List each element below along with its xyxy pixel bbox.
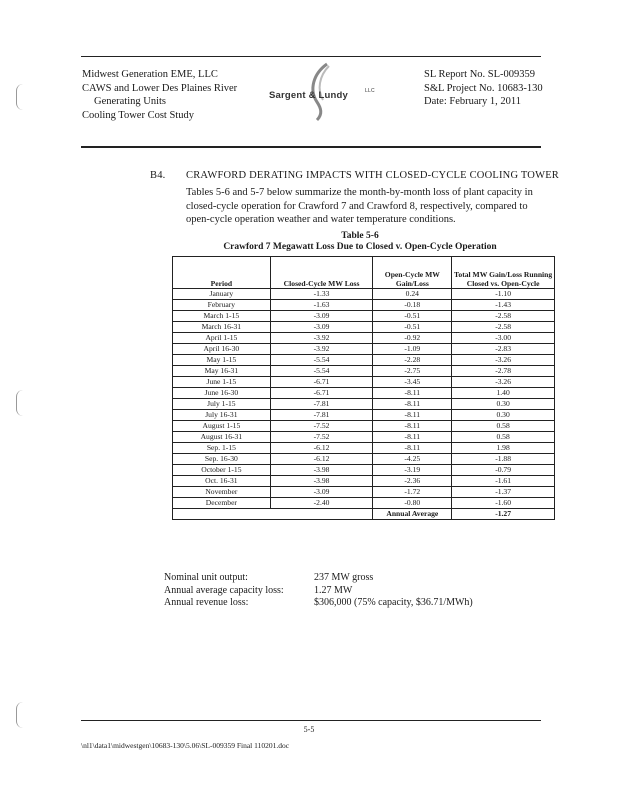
table-row: [173, 399, 555, 410]
cell-total: -2.78: [452, 366, 555, 377]
cell-total: -2.58: [452, 311, 555, 322]
summary-block: [164, 572, 473, 610]
col-header-closed-loss: Closed-Cycle MW Loss: [270, 257, 373, 289]
cell-total: -0.79: [452, 465, 555, 476]
cell-period: October 1-15: [173, 465, 271, 476]
cell-open-gain: -8.11: [373, 421, 452, 432]
cell-total: 0.30: [452, 410, 555, 421]
cell-period: May 1-15: [173, 355, 271, 366]
binder-hole-middle: [16, 390, 23, 416]
cell-closed-loss: -3.09: [270, 322, 373, 333]
cell-open-gain: -0.80: [373, 498, 452, 509]
summary-row: [164, 597, 473, 610]
cell-total: 1.40: [452, 388, 555, 399]
cell-period: March 16-31: [173, 322, 271, 333]
report-date: Date: February 1, 2011: [424, 96, 522, 107]
logo-suffix: LLC: [365, 88, 375, 94]
cell-total: -3.00: [452, 333, 555, 344]
table-body: [173, 289, 555, 509]
cell-open-gain: -2.36: [373, 476, 452, 487]
header-project: CAWS and Lower Des Plaines River: [82, 82, 238, 94]
header-bottom-rule: [81, 146, 541, 148]
cell-open-gain: -0.51: [373, 322, 452, 333]
table-row: [173, 498, 555, 509]
cell-period: November: [173, 487, 271, 498]
summary-row: [164, 572, 473, 585]
cell-closed-loss: -7.52: [270, 421, 373, 432]
table-row: [173, 355, 555, 366]
table-row: [173, 300, 555, 311]
section-number: B4.: [150, 170, 166, 181]
cell-period: April 1-15: [173, 333, 271, 344]
cell-open-gain: -0.18: [373, 300, 452, 311]
cell-period: Sep. 1-15: [173, 443, 271, 454]
cell-total: -2.58: [452, 322, 555, 333]
cell-total: -1.88: [452, 454, 555, 465]
cell-open-gain: -2.28: [373, 355, 452, 366]
table-header-row: [173, 257, 555, 289]
annual-blank-cell: [173, 509, 271, 520]
cell-closed-loss: -2.40: [270, 498, 373, 509]
cell-closed-loss: -3.09: [270, 487, 373, 498]
page-number: 5-5: [303, 725, 315, 734]
cell-closed-loss: -7.81: [270, 399, 373, 410]
footer-rule: [81, 720, 541, 721]
cell-open-gain: -1.72: [373, 487, 452, 498]
cell-period: Sep. 16-30: [173, 454, 271, 465]
logo-text: Sargent & Lundy: [269, 90, 349, 101]
cell-closed-loss: -6.12: [270, 454, 373, 465]
table-row: [173, 311, 555, 322]
col-header-period: Period: [173, 257, 271, 289]
cell-closed-loss: -5.54: [270, 355, 373, 366]
table-row: [173, 476, 555, 487]
summary-value: $306,000 (75% capacity, $36.71/MWh): [314, 597, 473, 608]
table-number: Table 5-6: [341, 231, 379, 241]
col-header-total: Total MW Gain/Loss Running Closed vs. Open-Cycle: [452, 257, 555, 289]
cell-total: 0.30: [452, 399, 555, 410]
cell-period: Oct. 16-31: [173, 476, 271, 487]
cell-closed-loss: -6.71: [270, 388, 373, 399]
cell-open-gain: -3.19: [373, 465, 452, 476]
table-row: [173, 421, 555, 432]
summary-row: [164, 585, 473, 598]
summary-label: Annual revenue loss:: [164, 597, 249, 608]
cell-closed-loss: -7.52: [270, 432, 373, 443]
table-row: [173, 289, 555, 300]
cell-closed-loss: -3.98: [270, 476, 373, 487]
table-row: [173, 322, 555, 333]
cell-closed-loss: -3.92: [270, 333, 373, 344]
table-row: [173, 432, 555, 443]
cell-open-gain: -0.92: [373, 333, 452, 344]
cell-period: April 16-30: [173, 344, 271, 355]
summary-label: Annual average capacity loss:: [164, 584, 284, 596]
col-header-open-gain: Open-Cycle MW Gain/Loss: [373, 257, 452, 289]
annual-average-value: -1.27: [452, 509, 555, 520]
cell-total: 0.58: [452, 432, 555, 443]
annual-average-row: [173, 509, 555, 520]
cell-open-gain: -3.45: [373, 377, 452, 388]
cell-total: -1.37: [452, 487, 555, 498]
header-study: Cooling Tower Cost Study: [82, 109, 194, 121]
cell-open-gain: -4.25: [373, 454, 452, 465]
cell-closed-loss: -3.98: [270, 465, 373, 476]
header-company: Midwest Generation EME, LLC: [82, 69, 218, 80]
table-row: [173, 443, 555, 454]
cell-period: December: [173, 498, 271, 509]
cell-period: August 16-31: [173, 432, 271, 443]
header-right-block: [424, 68, 543, 109]
table-row: [173, 487, 555, 498]
cell-total: -1.43: [452, 300, 555, 311]
cell-open-gain: -8.11: [373, 399, 452, 410]
binder-hole-top: [16, 84, 23, 110]
table-title: Crawford 7 Megawatt Loss Due to Closed v. Open-Cycle Operation: [223, 242, 497, 252]
cell-open-gain: -2.75: [373, 366, 452, 377]
paragraph-line: closed-cycle operation for Crawford 7 and Crawford 8, respectively, compared to: [186, 200, 528, 212]
summary-value: 1.27 MW: [314, 584, 353, 596]
file-path: \nl1\data1\midwestgen\10683-130\5.06\SL-009359 Final 110201.doc: [81, 741, 290, 750]
table-row: [173, 454, 555, 465]
annual-blank-cell: [270, 509, 373, 520]
cell-total: -3.26: [452, 377, 555, 388]
cell-total: -3.26: [452, 355, 555, 366]
cell-open-gain: -0.51: [373, 311, 452, 322]
cell-total: 1.98: [452, 443, 555, 454]
cell-period: July 16-31: [173, 410, 271, 421]
summary-value: 237 MW gross: [314, 572, 374, 583]
cell-closed-loss: -6.71: [270, 377, 373, 388]
table-row: [173, 377, 555, 388]
cell-period: February: [173, 300, 271, 311]
company-logo: [265, 62, 385, 122]
cell-total: -1.61: [452, 476, 555, 487]
cell-period: January: [173, 289, 271, 300]
cell-closed-loss: -1.63: [270, 300, 373, 311]
table-row: [173, 344, 555, 355]
paragraph-line: open-cycle operation weather and water temperature conditions.: [186, 214, 456, 225]
cell-period: August 1-15: [173, 421, 271, 432]
cell-open-gain: -8.11: [373, 388, 452, 399]
cell-closed-loss: -5.54: [270, 366, 373, 377]
cell-open-gain: -8.11: [373, 410, 452, 421]
table-row: [173, 333, 555, 344]
table-row: [173, 388, 555, 399]
cell-open-gain: -8.11: [373, 432, 452, 443]
cell-open-gain: -1.09: [373, 344, 452, 355]
paragraph-line: Tables 5-6 and 5-7 below summarize the month-by-month loss of plant capacity in: [186, 187, 533, 198]
cell-closed-loss: -6.12: [270, 443, 373, 454]
cell-period: July 1-15: [173, 399, 271, 410]
table-row: [173, 465, 555, 476]
header-left-block: [82, 68, 237, 122]
cell-closed-loss: -7.81: [270, 410, 373, 421]
cell-total: -1.60: [452, 498, 555, 509]
cell-closed-loss: -3.09: [270, 311, 373, 322]
cell-total: 0.58: [452, 421, 555, 432]
section-title: CRAWFORD DERATING IMPACTS WITH CLOSED-CYCLE COOLING TOWER: [186, 170, 560, 181]
summary-label: Nominal unit output:: [164, 572, 248, 583]
report-number: SL Report No. SL-009359: [424, 69, 536, 80]
cell-open-gain: -8.11: [373, 443, 452, 454]
cell-closed-loss: -3.92: [270, 344, 373, 355]
table-row: [173, 366, 555, 377]
cell-period: June 16-30: [173, 388, 271, 399]
section-paragraph: [186, 186, 533, 227]
cell-period: March 1-15: [173, 311, 271, 322]
cell-period: June 1-15: [173, 377, 271, 388]
header-units: Generating Units: [94, 96, 167, 107]
cell-total: -2.83: [452, 344, 555, 355]
cell-closed-loss: -1.33: [270, 289, 373, 300]
cell-open-gain: 0.24: [373, 289, 452, 300]
cell-period: May 16-31: [173, 366, 271, 377]
cell-total: -1.10: [452, 289, 555, 300]
table-row: [173, 410, 555, 421]
header-top-rule: [81, 56, 541, 57]
annual-average-label: Annual Average: [373, 509, 452, 520]
sl-project-number: S&L Project No. 10683-130: [424, 82, 543, 94]
derate-table: [172, 256, 555, 520]
